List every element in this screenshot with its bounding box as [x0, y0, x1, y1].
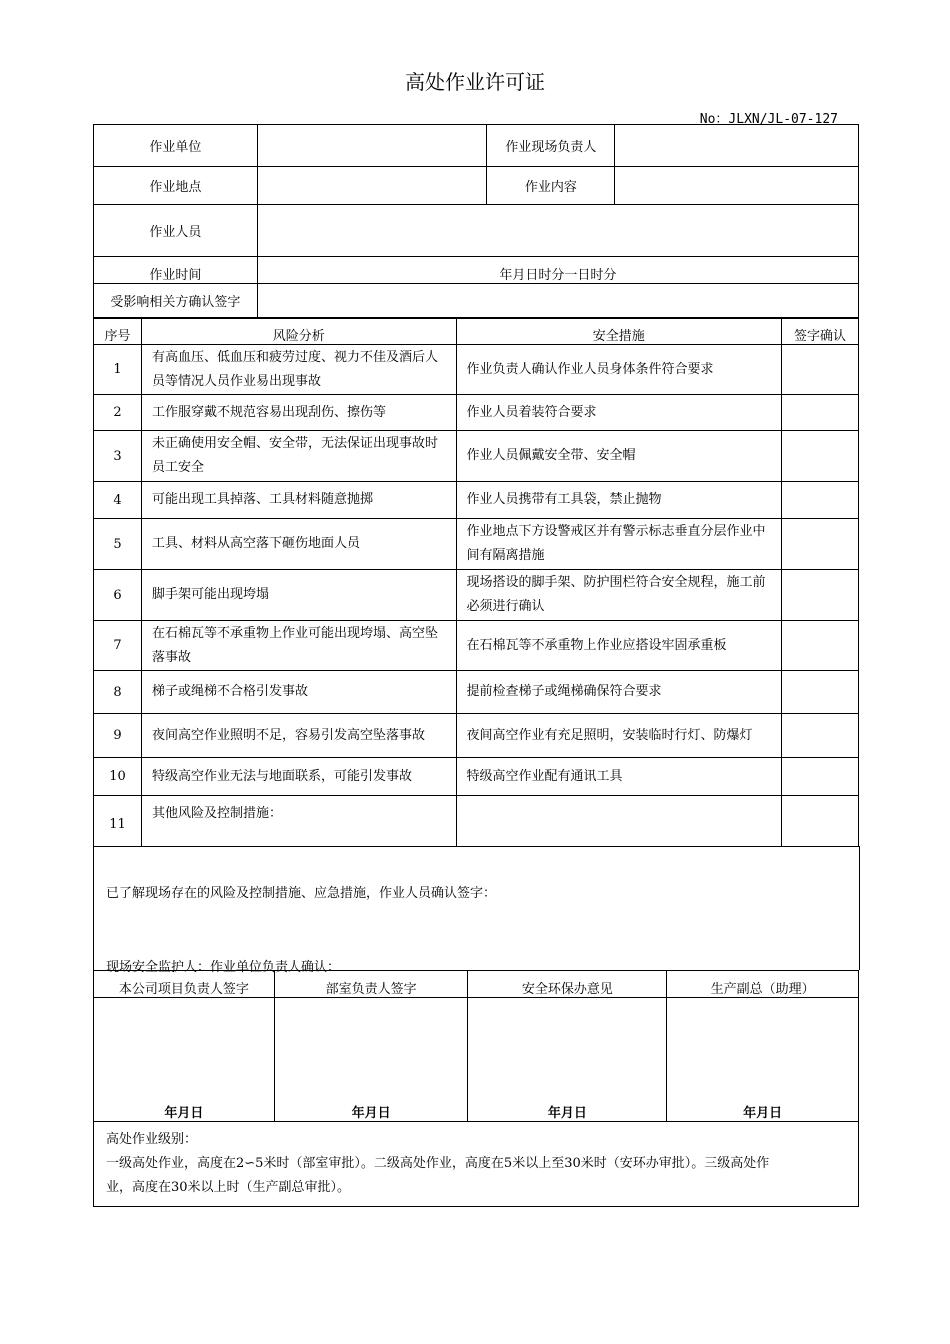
approval-table [93, 970, 859, 1207]
row-risk: 未正确使用安全帽、安全带，无法保证出现事故时员工安全 [141, 431, 456, 482]
row-risk: 工作服穿戴不规范容易出现刮伤、擦伤等 [141, 395, 456, 431]
row-no: 3 [94, 431, 142, 482]
header-risk: 风险分析 [141, 319, 456, 345]
table-row [94, 758, 859, 796]
site-leader-field[interactable] [615, 125, 859, 167]
row-risk: 梯子或绳梯不合格引发事故 [141, 671, 456, 714]
row-no: 10 [94, 758, 142, 796]
work-level-line1: 一级高处作业，高度在2∽5米时（部室审批）。二级高处作业，高度在5米以上至30米时（安环办审批）。三级高处作 [106, 1156, 770, 1171]
row-no: 11 [94, 796, 142, 847]
row-risk: 夜间高空作业照明不足，容易引发高空坠落事故 [141, 714, 456, 758]
work-unit-label: 作业单位 [94, 125, 258, 167]
work-time-label: 作业时间 [94, 257, 258, 284]
row-sign-field[interactable] [782, 671, 859, 714]
row-sign-field[interactable] [782, 345, 859, 395]
table-row [94, 482, 859, 519]
row-risk: 脚手架可能出现垮塌 [141, 570, 456, 621]
table-row [94, 671, 859, 714]
date-label: 年月日 [547, 1106, 587, 1121]
dept-leader-sign-field[interactable] [274, 998, 468, 1122]
row-sign-field[interactable] [782, 758, 859, 796]
row-no: 4 [94, 482, 142, 519]
row-no: 6 [94, 570, 142, 621]
row-no: 5 [94, 519, 142, 570]
work-level-title: 高处作业级别： [106, 1132, 198, 1147]
work-time-value[interactable]: 年月日时分一日时分 [257, 257, 858, 284]
approval-header-safety-office: 安全环保办意见 [468, 971, 667, 998]
row-measure: 提前检查梯子或绳梯确保符合要求 [456, 671, 782, 714]
date-label: 年月日 [743, 1106, 783, 1121]
approval-header-dept-leader: 部室负责人签字 [274, 971, 468, 998]
workers-confirm-line[interactable]: 已了解现场存在的风险及控制措施、应急措施，作业人员确认签字： [106, 886, 497, 901]
row-sign-field[interactable] [782, 621, 859, 671]
site-leader-label: 作业现场负责人 [487, 125, 615, 167]
work-level-notes [94, 1122, 859, 1207]
row-sign-field[interactable] [782, 796, 859, 847]
table-row [94, 621, 859, 671]
work-location-label: 作业地点 [94, 167, 258, 205]
row-measure: 作业人员携带有工具袋，禁止抛物 [456, 482, 782, 519]
row-no: 2 [94, 395, 142, 431]
personnel-label: 作业人员 [94, 205, 258, 257]
table-row [94, 796, 859, 847]
approval-header-deputy-gm: 生产副总（助理） [667, 971, 859, 998]
header-measure: 安全措施 [456, 319, 782, 345]
row-no: 7 [94, 621, 142, 671]
work-content-label: 作业内容 [487, 167, 615, 205]
row-sign-field[interactable] [782, 570, 859, 621]
table-row [94, 519, 859, 570]
project-leader-sign-field[interactable] [94, 998, 275, 1122]
affected-party-field[interactable] [257, 284, 858, 318]
row-sign-field[interactable] [782, 431, 859, 482]
row-sign-field[interactable] [782, 395, 859, 431]
date-label: 年月日 [351, 1106, 391, 1121]
row-sign-field[interactable] [782, 519, 859, 570]
row-measure: 作业负责人确认作业人员身体条件符合要求 [456, 345, 782, 395]
table-row [94, 395, 859, 431]
row-sign-field[interactable] [782, 714, 859, 758]
row-risk: 有高血压、低血压和疲劳过度、视力不佳及酒后人员等情况人员作业易出现事故 [141, 345, 456, 395]
row-measure-field[interactable] [456, 796, 782, 847]
work-unit-field[interactable] [257, 125, 487, 167]
row-measure: 作业地点下方设警戒区并有警示标志垂直分层作业中间有隔离措施 [456, 519, 782, 570]
row-measure: 夜间高空作业有充足照明，安装临时行灯、防爆灯 [456, 714, 782, 758]
row-no: 1 [94, 345, 142, 395]
safety-office-opinion-field[interactable] [468, 998, 667, 1122]
supervisor-confirm-line[interactable]: 现场安全监护人：作业单位负责人确认： [106, 960, 341, 975]
document-number: No：JLXN/JL-07-127 [699, 112, 838, 127]
approval-header-project-leader: 本公司项目负责人签字 [94, 971, 275, 998]
work-location-field[interactable] [257, 167, 487, 205]
confirmation-section [93, 846, 860, 975]
personnel-field[interactable] [257, 205, 858, 257]
deputy-gm-sign-field[interactable] [667, 998, 859, 1122]
header-no: 序号 [94, 319, 142, 345]
row-risk: 工具、材料从高空落下砸伤地面人员 [141, 519, 456, 570]
row-measure: 在石棉瓦等不承重物上作业应搭设牢固承重板 [456, 621, 782, 671]
table-row [94, 570, 859, 621]
row-no: 8 [94, 671, 142, 714]
row-measure: 现场搭设的脚手架、防护围栏符合安全规程，施工前必须进行确认 [456, 570, 782, 621]
header-sign: 签字确认 [782, 319, 859, 345]
row-measure: 作业人员着装符合要求 [456, 395, 782, 431]
work-content-field[interactable] [615, 167, 859, 205]
work-level-line2: 业，高度在30米以上时（生产副总审批）。 [106, 1180, 351, 1195]
row-risk: 可能出现工具掉落、工具材料随意抛掷 [141, 482, 456, 519]
table-row [94, 714, 859, 758]
row-risk: 特级高空作业无法与地面联系，可能引发事故 [141, 758, 456, 796]
table-row [94, 345, 859, 395]
row-no: 9 [94, 714, 142, 758]
row-sign-field[interactable] [782, 482, 859, 519]
affected-party-label: 受影响相关方确认签字 [94, 284, 258, 318]
row-risk: 在石棉瓦等不承重物上作业可能出现垮塌、高空坠落事故 [141, 621, 456, 671]
info-table [93, 124, 859, 318]
page-title: 高处作业许可证 [405, 70, 545, 94]
date-label: 年月日 [164, 1106, 204, 1121]
row-measure: 特级高空作业配有通讯工具 [456, 758, 782, 796]
row-measure: 作业人员佩戴安全带、安全帽 [456, 431, 782, 482]
row-risk: 其他风险及控制措施： [141, 796, 456, 847]
risk-table [93, 318, 859, 847]
table-row [94, 431, 859, 482]
